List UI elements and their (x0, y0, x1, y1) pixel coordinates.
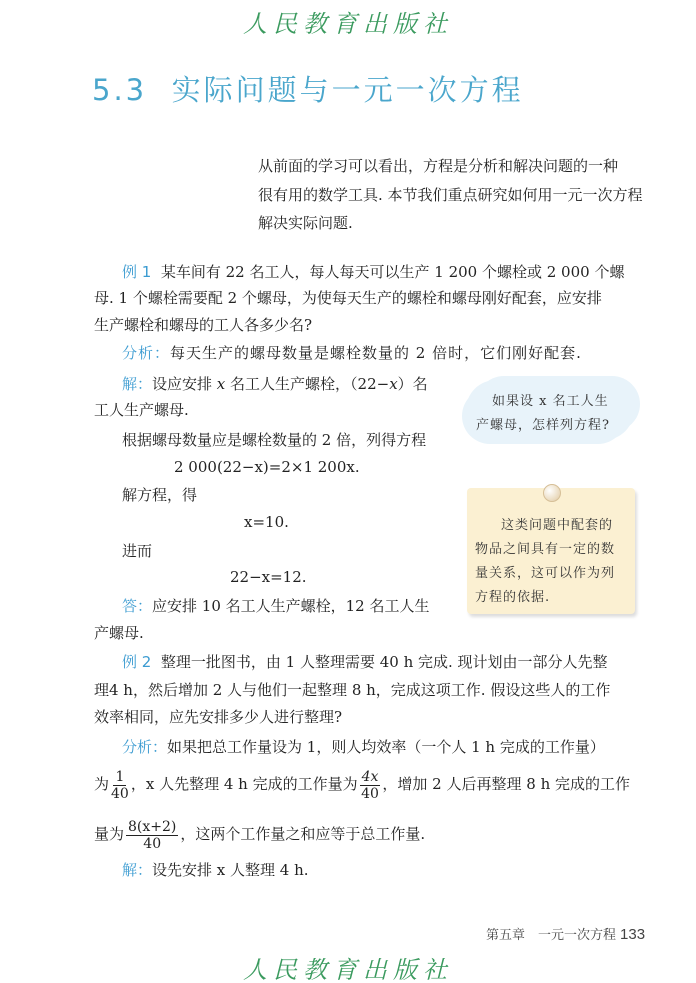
publisher-logo-bottom: 人民教育出版社 (243, 956, 453, 983)
answer-label: 答： (122, 597, 153, 615)
solution-label: 解： (122, 861, 153, 879)
publisher-logo-top: 人民教育出版社 (243, 10, 453, 38)
solution1-line (122, 374, 428, 394)
equation: x=10. (244, 513, 289, 531)
denominator: 40 (143, 835, 162, 852)
fraction (111, 769, 129, 802)
example1-text: 某车间有 22 名工人，每人每天可以生产 1 200 个螺栓或 2 000 个螺 (160, 263, 625, 281)
side-note (467, 488, 635, 614)
example1-line (122, 262, 624, 282)
example1-line: 母. 1 个螺栓需要配 2 个螺母，为使每天生产的螺栓和螺母刚好配套，应安排 (94, 289, 602, 307)
text: ，这两个工作量之和应等于总工作量. (180, 825, 426, 843)
var: x (216, 375, 226, 393)
solution1-line: 工人生产螺母. (94, 401, 189, 419)
note-text: 方程的依据. (475, 590, 551, 605)
numerator: 8(x+2) (128, 818, 177, 835)
section-name: 实际问题与一元一次方程 (171, 73, 524, 107)
example2-line: 效率相同，应先安排多少人进行整理? (94, 708, 343, 726)
note-text: 这类问题中配套的 (501, 518, 614, 533)
cloud-text: 产螺母，怎样列方程? (476, 418, 610, 433)
intro-line: 很有用的数学工具. 本节我们重点研究如何用一元一次方程 (258, 186, 643, 204)
thought-cloud (466, 380, 634, 440)
analysis-text: 如果把总工作量设为 1，则人均效率（一个人 1 h 完成的工作量） (167, 738, 605, 756)
analysis2 (94, 814, 425, 854)
section-number: 5.3 (92, 73, 148, 107)
solution2 (122, 860, 309, 880)
example1-label: 例 1 (122, 263, 152, 281)
analysis-label: 分析： (122, 344, 171, 362)
pin-icon (543, 484, 561, 502)
chapter-title: 第五章 一元一次方程 (486, 928, 617, 943)
text: ，增加 2 人后再整理 8 h 完成的工作 (382, 775, 630, 793)
example2-label: 例 2 (122, 653, 152, 671)
text: 为 (94, 775, 110, 793)
cloud-text: 如果设 x 名工人生 (492, 394, 609, 409)
solution-text: 设先安排 x 人整理 4 h. (152, 861, 309, 879)
analysis2 (122, 737, 605, 757)
text: 名工人生产螺栓，（22− (225, 375, 390, 393)
example2-line: 理4 h，然后增加 2 人与他们一起整理 8 h，完成这项工作. 假设这些人的工作 (94, 681, 611, 699)
example2-line (122, 652, 608, 672)
fraction (360, 769, 381, 802)
example1-line: 生产螺栓和螺母的工人各多少名? (94, 316, 313, 334)
analysis-label: 分析： (122, 738, 168, 756)
section-title (92, 68, 524, 109)
denominator: 40 (361, 785, 379, 802)
var: x (389, 375, 398, 393)
then-text: 进而 (122, 542, 153, 560)
intro-line: 从前面的学习可以看出，方程是分析和解决问题的一种 (258, 157, 619, 175)
numerator: 1 (115, 768, 125, 785)
example2-text: 整理一批图书，由 1 人整理需要 40 h 完成. 现计划由一部分人先整 (160, 653, 608, 671)
text: 设应安排 (152, 375, 217, 393)
equation: 22−x=12. (230, 568, 307, 586)
answer1: 产螺母. (94, 624, 144, 642)
numerator: 4x (361, 768, 379, 785)
answer1 (122, 596, 430, 616)
text: 量为 (94, 825, 125, 843)
analysis2 (94, 764, 630, 804)
fraction (126, 819, 178, 852)
solution-label: 解： (122, 375, 153, 393)
page-number: 133 (620, 926, 646, 943)
note-text: 量关系，这可以作为列 (475, 566, 616, 581)
text: ）名 (397, 375, 428, 393)
answer-text: 应安排 10 名工人生产螺栓，12 名工人生 (152, 597, 430, 615)
intro-line: 解决实际问题. (258, 214, 353, 232)
solution1-line: 根据螺母数量应是螺栓数量的 2 倍，列得方程 (122, 431, 427, 449)
text: ，x 人先整理 4 h 完成的工作量为 (130, 775, 358, 793)
analysis1 (122, 343, 582, 363)
page-footer (486, 924, 645, 943)
note-text: 物品之间具有一定的数 (475, 542, 616, 557)
equation: 2 000(22−x)=2×1 200x. (174, 458, 360, 476)
solve-text: 解方程，得 (122, 486, 198, 504)
denominator: 40 (111, 785, 129, 802)
analysis-text: 每天生产的螺母数量是螺栓数量的 2 倍时，它们刚好配套. (170, 344, 582, 362)
